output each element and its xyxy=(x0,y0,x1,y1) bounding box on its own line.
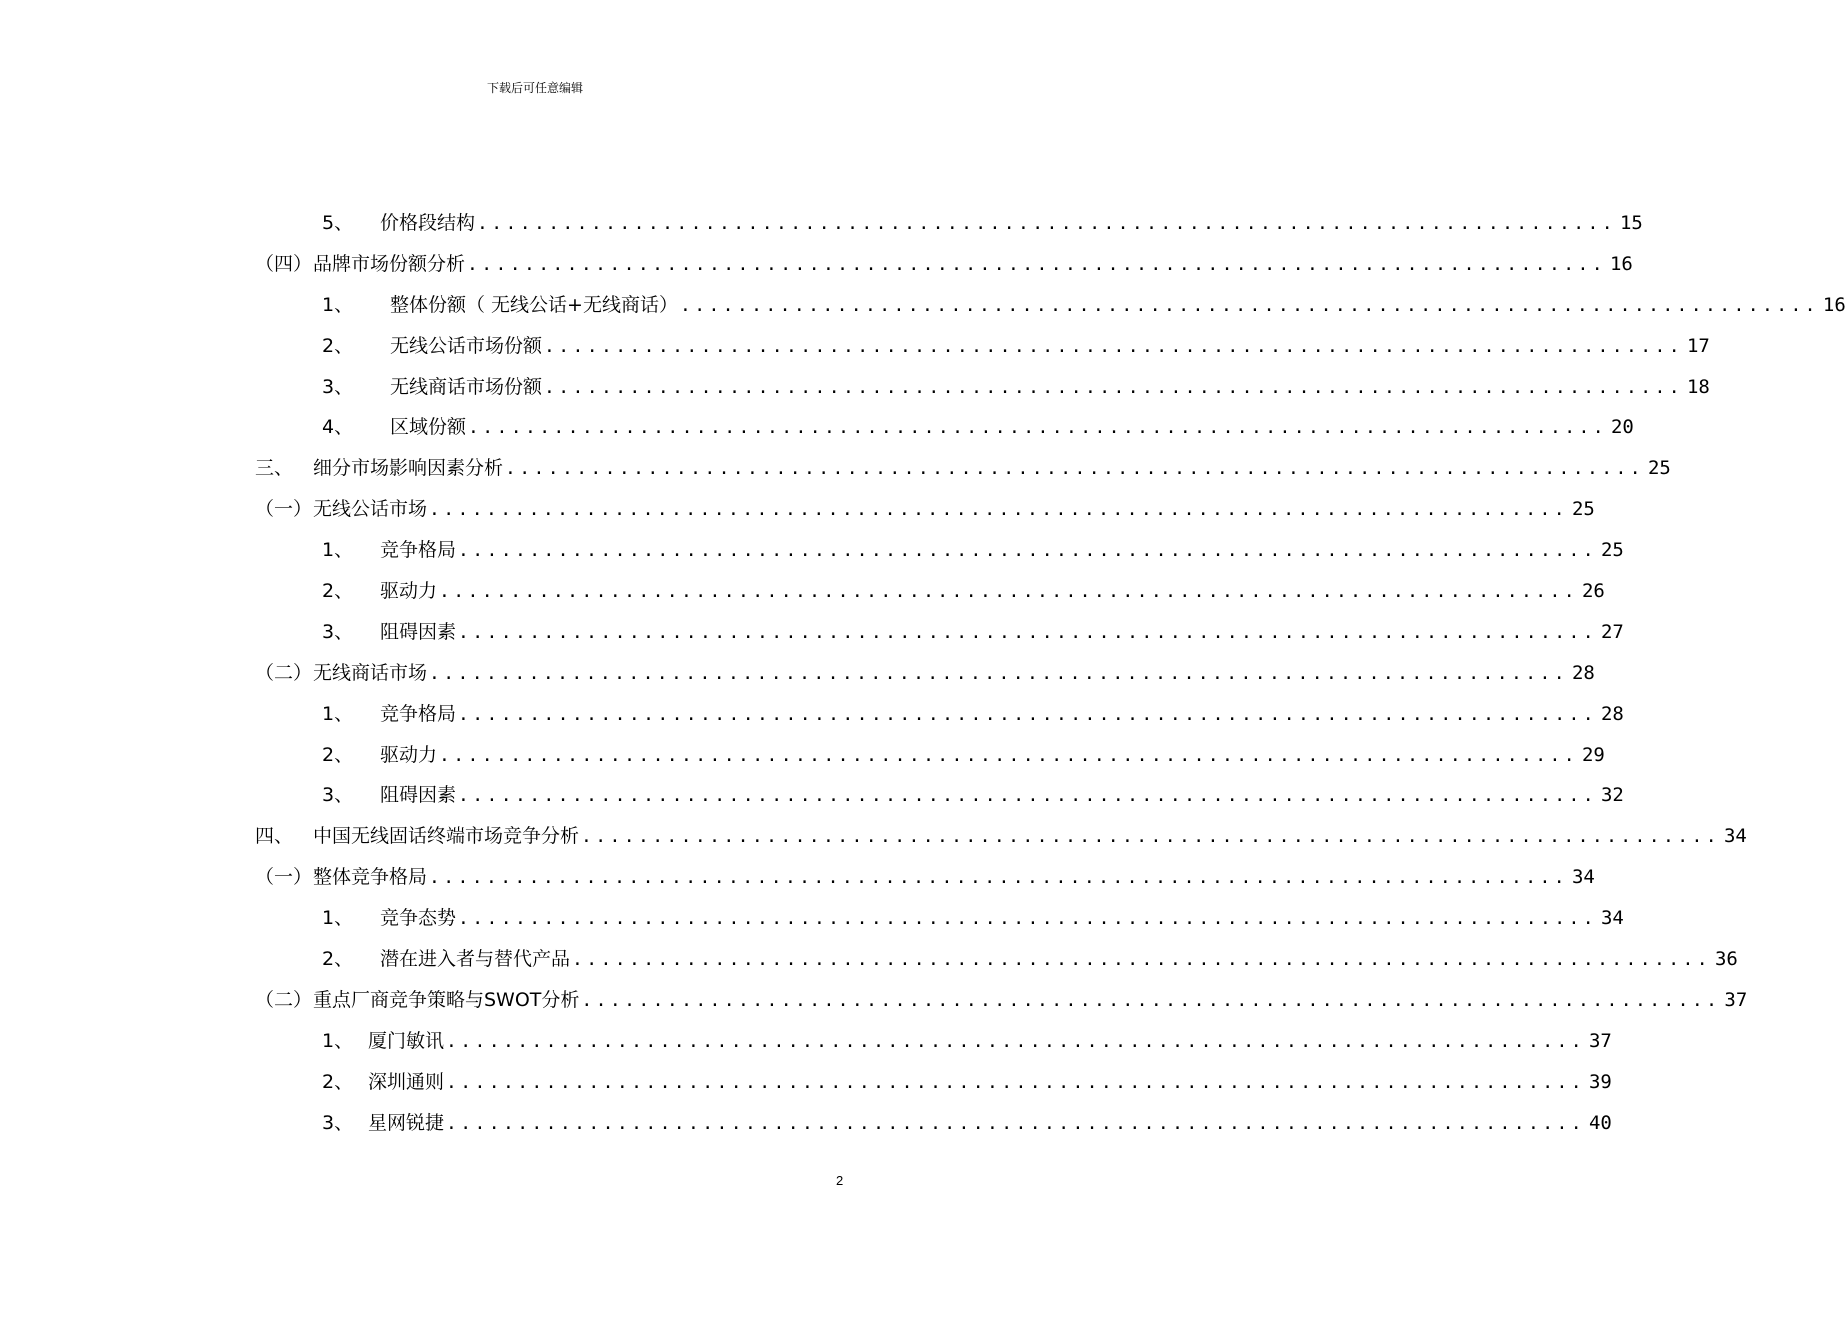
toc-entry-title: 品牌市场份额分析 xyxy=(313,252,466,275)
toc-entry-page: 29 xyxy=(1581,743,1605,766)
toc-dot-leader: ................................................................................ xyxy=(458,621,1597,643)
toc-dot-leader: ................................................................................ xyxy=(572,949,1711,971)
toc-entry[interactable] xyxy=(0,1103,1612,1144)
toc-entry-number: （二） xyxy=(255,661,313,684)
toc-entry[interactable] xyxy=(0,367,1710,408)
toc-dot-leader: ................................................................................ xyxy=(468,417,1607,439)
toc-entry-title: 整体竞争格局 xyxy=(313,866,428,889)
toc-dot-leader: ................................................................................ xyxy=(429,867,1568,889)
toc-entry-number: 1、 xyxy=(322,1029,354,1052)
toc-entry-title: 驱动力 xyxy=(380,743,438,766)
toc-entry-page: 37 xyxy=(1724,988,1748,1011)
toc-entry-number: （四） xyxy=(255,252,313,275)
toc-dot-leader: ................................................................................ xyxy=(467,253,1606,275)
toc-entry-number: 3、 xyxy=(322,620,354,643)
toc-entry-title: 区域份额 xyxy=(390,416,467,439)
toc-entry-page: 34 xyxy=(1571,866,1595,889)
toc-dot-leader: ................................................................................ xyxy=(446,1071,1585,1093)
toc-entry-page: 34 xyxy=(1723,825,1747,848)
toc-dot-leader: ................................................................................ xyxy=(446,1030,1585,1052)
toc-entry-page: 27 xyxy=(1600,620,1624,643)
toc-entry-title: 竞争格局 xyxy=(380,702,457,725)
toc-dot-leader: ................................................................................ xyxy=(439,744,1578,766)
toc-entry-page: 20 xyxy=(1610,416,1634,439)
toc-entry-page: 28 xyxy=(1600,702,1624,725)
toc-entry-number: 5、 xyxy=(322,212,354,234)
toc-dot-leader: ................................................................................ xyxy=(458,703,1597,725)
toc-entry-page: 28 xyxy=(1571,661,1595,684)
toc-dot-leader: ................................................................................ xyxy=(505,458,1644,480)
toc-dot-leader: ................................................................................ xyxy=(477,213,1616,234)
toc-entry[interactable] xyxy=(0,448,1671,489)
toc-entry[interactable] xyxy=(0,653,1595,694)
toc-dot-leader: ................................................................................ xyxy=(679,294,1819,316)
toc-entry-number: 3、 xyxy=(322,784,354,807)
toc-entry-number: 2、 xyxy=(322,334,354,357)
toc-dot-leader: ................................................................................ xyxy=(439,581,1578,603)
toc-entry-number: 四、 xyxy=(255,825,294,848)
toc-entry[interactable] xyxy=(0,1062,1612,1103)
toc-dot-leader: ................................................................................ xyxy=(544,335,1683,357)
toc-dot-leader: ................................................................................ xyxy=(458,908,1597,930)
toc-entry-page: 32 xyxy=(1600,784,1624,807)
toc-entry-title: 无线商话市场份额 xyxy=(390,375,543,398)
toc-dot-leader: ................................................................................ xyxy=(581,989,1721,1011)
toc-entry-number: （一） xyxy=(255,498,313,521)
toc-entry[interactable] xyxy=(0,980,1748,1021)
toc-entry-number: 2、 xyxy=(322,580,354,603)
toc-entry[interactable] xyxy=(0,735,1605,776)
toc-entry-number: 3、 xyxy=(322,375,354,398)
toc-entry-title: 阻碍因素 xyxy=(380,784,457,807)
toc-dot-leader: ................................................................................ xyxy=(458,785,1597,807)
toc-entry[interactable] xyxy=(0,816,1747,857)
toc-entry-page: 25 xyxy=(1571,498,1595,521)
toc-entry-page: 18 xyxy=(1686,375,1710,398)
toc-entry-title: 阻碍因素 xyxy=(380,620,457,643)
toc-entry[interactable] xyxy=(0,489,1595,530)
toc-entry[interactable] xyxy=(0,1021,1612,1062)
toc-entry-number: （一） xyxy=(255,866,313,889)
toc-entry-title: 竞争格局 xyxy=(380,539,457,562)
toc-entry-page: 25 xyxy=(1647,457,1671,480)
toc-entry-page: 26 xyxy=(1581,580,1605,603)
toc-entry-page: 15 xyxy=(1619,212,1643,234)
toc-entry-page: 36 xyxy=(1714,948,1738,971)
toc-entry-number: 1、 xyxy=(322,702,354,725)
toc-entry[interactable] xyxy=(0,244,1633,285)
toc-entry-page: 25 xyxy=(1600,539,1624,562)
toc-entry-number: 4、 xyxy=(322,416,354,439)
toc-entry-title: 无线公话市场份额 xyxy=(390,334,543,357)
toc-entry-number: 2、 xyxy=(322,743,354,766)
toc-entry-title: 重点厂商竞争策略与SWOT分析 xyxy=(313,988,580,1011)
toc-dot-leader: ................................................................................ xyxy=(429,662,1568,684)
toc-entry-title: 潜在进入者与替代产品 xyxy=(380,948,571,971)
toc-entry-number: 1、 xyxy=(322,907,354,930)
toc-entry[interactable] xyxy=(0,612,1624,653)
toc-entry-page: 40 xyxy=(1588,1111,1612,1134)
toc-entry[interactable] xyxy=(0,530,1624,571)
page-number: 2 xyxy=(836,1173,844,1188)
toc-entry[interactable] xyxy=(0,939,1738,980)
toc-entry-title: 无线商话市场 xyxy=(313,661,428,684)
toc-entry-title: 细分市场影响因素分析 xyxy=(313,457,504,480)
toc-dot-leader: ................................................................................ xyxy=(446,1112,1585,1134)
toc-entry-title: 价格段结构 xyxy=(380,212,476,234)
toc-entry-title: 驱动力 xyxy=(380,580,438,603)
toc-entry-number: 1、 xyxy=(322,293,354,316)
toc-entry[interactable] xyxy=(0,694,1624,735)
toc-entry-number: 2、 xyxy=(322,948,354,971)
toc-entry-number: 2、 xyxy=(322,1070,354,1093)
toc-entry[interactable] xyxy=(0,571,1605,612)
toc-entry-title: 无线公话市场 xyxy=(313,498,428,521)
toc-entry[interactable] xyxy=(0,326,1710,367)
toc-entry[interactable] xyxy=(0,285,1846,326)
toc-entry[interactable] xyxy=(0,775,1624,816)
toc-entry-number: （二） xyxy=(255,988,313,1011)
toc-entry-title: 厦门敏讯 xyxy=(368,1029,445,1052)
toc-dot-leader: ................................................................................ xyxy=(458,540,1597,562)
toc-entry-title: 竞争态势 xyxy=(380,907,457,930)
toc-dot-leader: ................................................................................ xyxy=(544,376,1683,398)
toc-entry[interactable] xyxy=(0,203,1643,244)
toc-entry[interactable] xyxy=(0,857,1595,898)
toc-entry-page: 17 xyxy=(1686,334,1710,357)
toc-entry[interactable] xyxy=(0,407,1634,448)
toc-entry-title: 深圳通则 xyxy=(368,1070,445,1093)
toc-dot-leader: ................................................................................ xyxy=(429,499,1568,521)
toc-entry-title: 整体份额（ 无线公话+无线商话） xyxy=(390,293,678,316)
toc-entry-page: 16 xyxy=(1822,293,1846,316)
table-of-contents xyxy=(0,203,1846,1143)
toc-entry-title: 中国无线固话终端市场竞争分析 xyxy=(313,825,580,848)
toc-entry-page: 39 xyxy=(1588,1070,1612,1093)
toc-entry-number: 1、 xyxy=(322,539,354,562)
toc-dot-leader: ................................................................................ xyxy=(581,826,1720,848)
toc-entry-title: 星网锐捷 xyxy=(368,1111,445,1134)
toc-entry-page: 37 xyxy=(1588,1029,1612,1052)
toc-entry[interactable] xyxy=(0,898,1624,939)
toc-entry-number: 三、 xyxy=(255,457,294,480)
toc-entry-page: 34 xyxy=(1600,907,1624,930)
toc-entry-page: 16 xyxy=(1609,252,1633,275)
page-header: 下载后可任意编辑 xyxy=(486,81,583,95)
toc-entry-number: 3、 xyxy=(322,1111,354,1134)
